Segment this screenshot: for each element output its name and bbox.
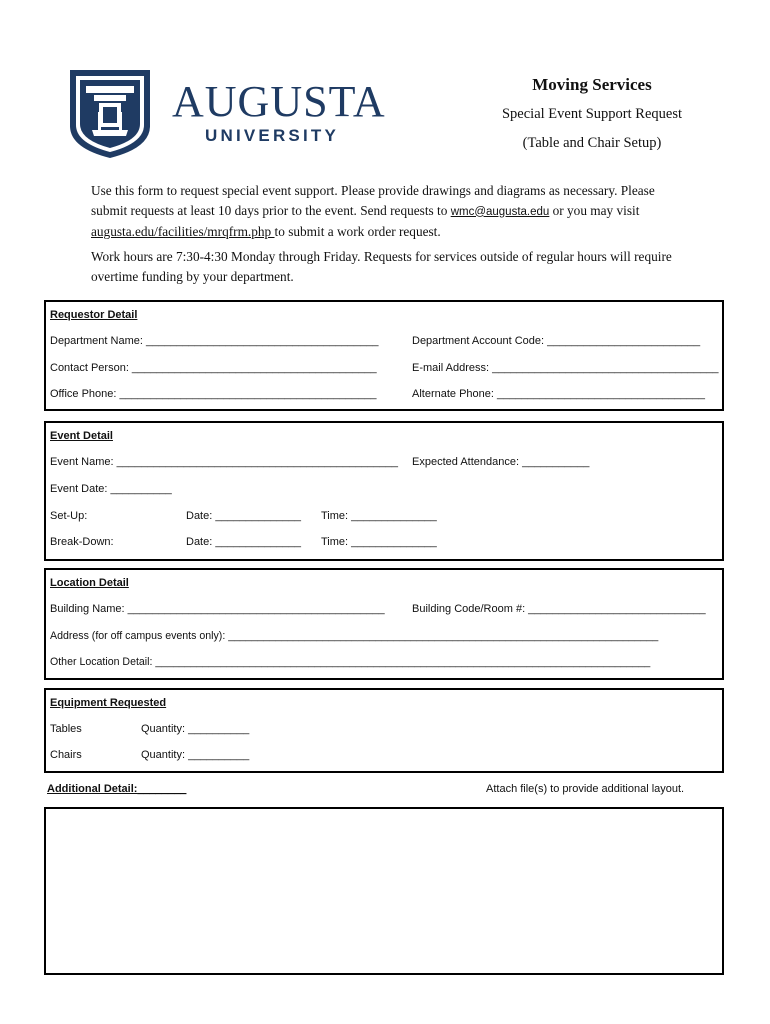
event-name-field[interactable]: Event Name: ______________________________________________: [50, 456, 399, 468]
event-date-field[interactable]: Event Date: __________: [50, 483, 172, 495]
department-name-field[interactable]: Department Name: ______________________________________: [50, 335, 379, 347]
equipment-requested-heading: Equipment Requested: [50, 697, 167, 709]
form-subtitle-2: (Table and Chair Setup): [522, 135, 662, 151]
other-location-field[interactable]: Other Location Detail: ____________________________________________________________________________________: [50, 656, 651, 668]
breakdown-label: Break-Down:: [50, 536, 114, 548]
department-account-code-field[interactable]: Department Account Code: _________________________: [412, 335, 701, 347]
logo-wordmark: AUGUSTA: [172, 77, 386, 126]
email-link[interactable]: wmc@augusta.edu: [450, 205, 550, 218]
setup-label: Set-Up:: [50, 510, 88, 522]
breakdown-date-field[interactable]: Date: ______________: [186, 536, 301, 548]
address-field[interactable]: Address (for off campus events only): _________________________________________________________________________: [50, 630, 659, 642]
tables-label: Tables: [50, 723, 82, 735]
building-code-room-field[interactable]: Building Code/Room #: _____________________________: [412, 603, 706, 615]
additional-detail-line: ________: [137, 783, 187, 795]
form-subtitle: Special Event Support Request: [501, 106, 682, 122]
tables-quantity-field[interactable]: Quantity: __________: [141, 723, 250, 735]
work-order-link[interactable]: augusta.edu/facilities/mrqfrm.php: [91, 224, 275, 239]
setup-date-field[interactable]: Date: ______________: [186, 510, 301, 522]
intro-text-a: Use this form to request special event support. Please provide drawings and diagrams as necessary. Please submit requests at least 10 days prior to the event. Send requests to: [91, 183, 655, 218]
additional-detail-heading: [47, 783, 186, 795]
breakdown-time-field[interactable]: Time: ______________: [321, 536, 437, 548]
form-title: Moving Services: [532, 75, 652, 94]
location-detail-heading: Location Detail: [50, 577, 129, 589]
event-detail-heading: Event Detail: [50, 430, 113, 442]
building-name-field[interactable]: Building Name: __________________________________________: [50, 603, 385, 615]
setup-time-field[interactable]: Time: ______________: [321, 510, 437, 522]
chairs-quantity-field[interactable]: Quantity: __________: [141, 749, 250, 761]
additional-detail-textarea[interactable]: [44, 807, 724, 975]
alternate-phone-field[interactable]: Alternate Phone: __________________________________: [412, 388, 706, 400]
intro-text-c: to submit a work order request.: [274, 224, 441, 239]
office-phone-field[interactable]: Office Phone: __________________________________________: [50, 388, 377, 400]
expected-attendance-field[interactable]: Expected Attendance: ___________: [412, 456, 590, 468]
logo-subtitle: UNIVERSITY: [205, 126, 340, 145]
additional-detail-label: Additional Detail:: [47, 783, 138, 795]
email-address-field[interactable]: E-mail Address: _____________________________________: [412, 362, 719, 374]
attach-files-note: Attach file(s) to provide additional layout.: [486, 783, 685, 795]
intro-paragraph: [91, 181, 691, 242]
intro-text-b: or you may visit: [549, 202, 640, 218]
contact-person-field[interactable]: Contact Person: ________________________________________: [50, 362, 377, 374]
requestor-detail-heading: Requestor Detail: [50, 309, 138, 321]
chairs-label: Chairs: [50, 749, 82, 761]
work-hours-paragraph: Work hours are 7:30-4:30 Monday through Friday. Requests for services outside of regular hours will require overtime funding by your department.: [91, 249, 672, 284]
